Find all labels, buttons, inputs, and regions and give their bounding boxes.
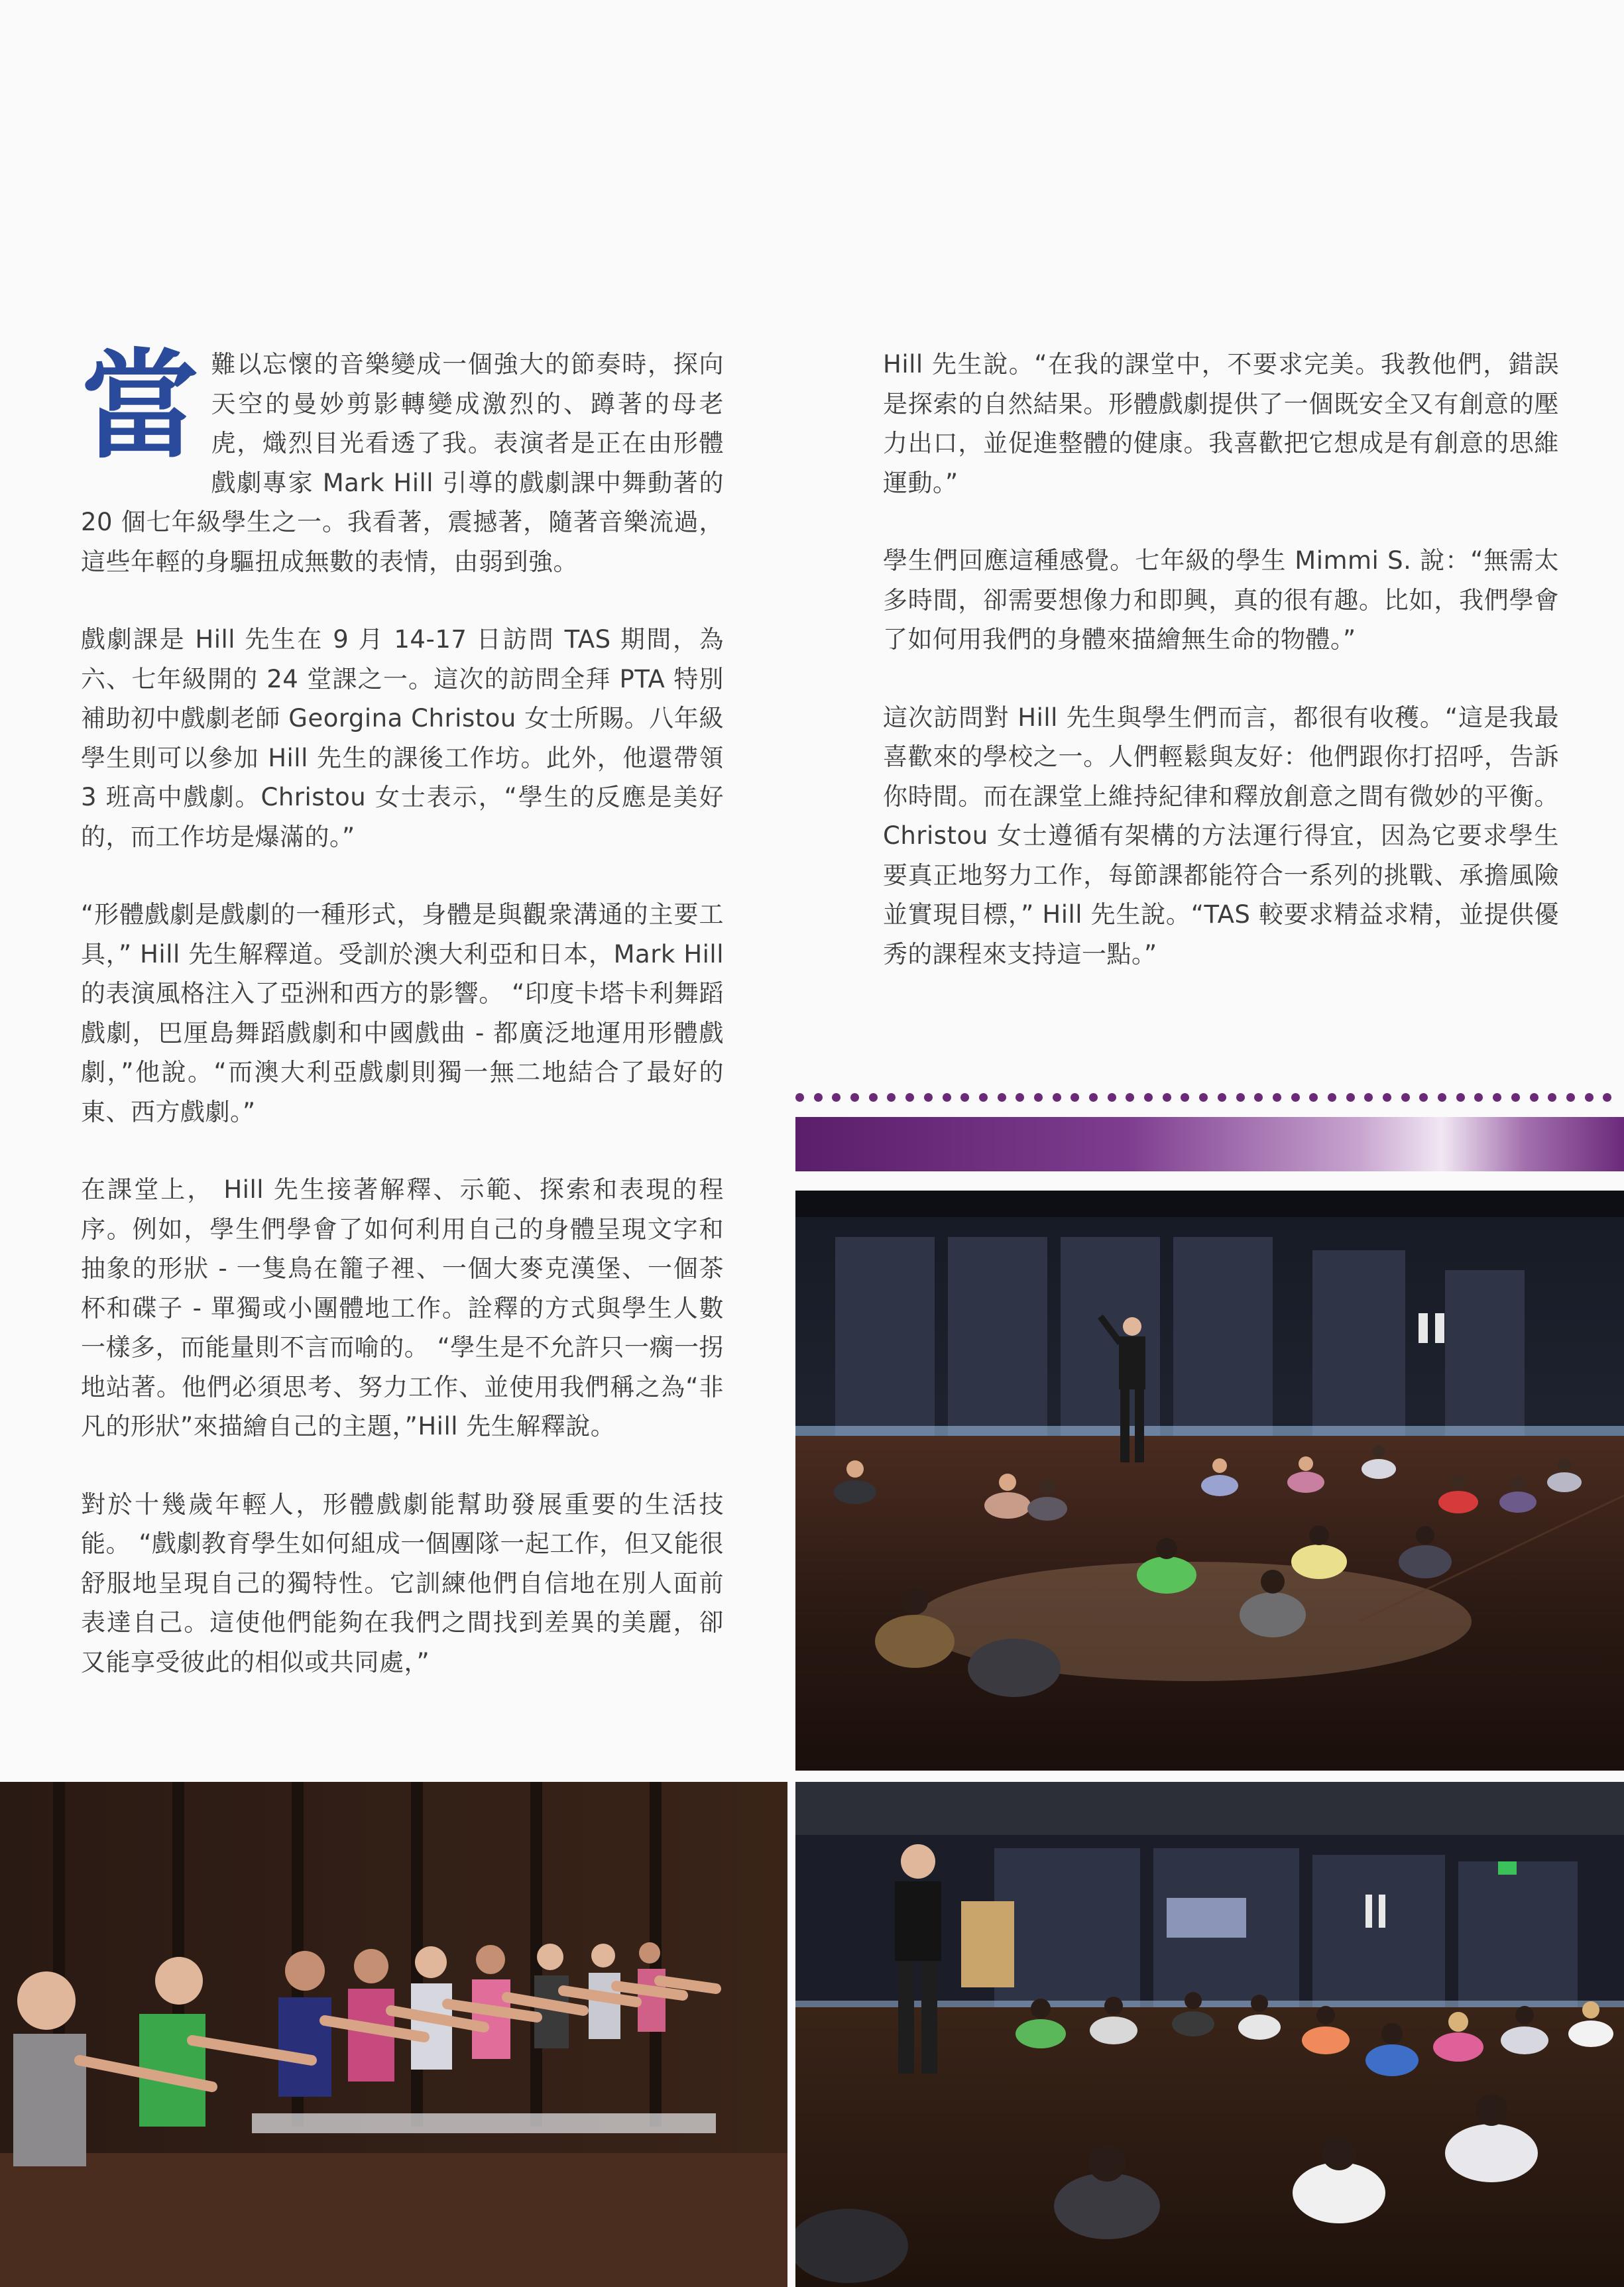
purple-banner — [795, 1117, 1624, 1171]
divider-dot — [1291, 1093, 1300, 1102]
article-paragraph-6: Hill 先生說。“在我的課堂中，不要求完美。我教他們，錯誤是探索的自然結果。形體戲劇提供了一個既安全又有創意的壓力出口，並促進整體的健康。我喜歡把它想成是有創意的思維運動。” — [883, 350, 1559, 497]
divider-dot — [1144, 1093, 1153, 1102]
article-paragraph-5: 對於十幾歲年輕人，形體戲劇能幫助發展重要的生活技能。 “戲劇教育學生如何組成一個團隊一起工作，但又能很舒服地呈現自己的獨特性。它訓練他們自信地在別人面前表達自己。這使他們能夠在我們之間找到差異的美麗，卻又能享受彼此的相似或共同處，” — [81, 1490, 724, 1676]
divider-dot — [1273, 1093, 1281, 1102]
photo-drama-class-studio-illustration — [795, 1191, 1624, 1771]
divider-dot — [1089, 1093, 1098, 1102]
article-paragraph-7: 學生們回應這種感覺。七年級的學生 Mimmi S. 說：“無需太多時間，卻需要想像力和即興，真的很有趣。比如，我們學會了如何用我們的身體來描繪無生命的物體。” — [883, 546, 1559, 654]
divider-dot — [1053, 1093, 1061, 1102]
photo-teacher-addressing-circle-illustration — [795, 1782, 1624, 2287]
divider-dot — [1585, 1093, 1594, 1102]
article-paragraph-4: 在課堂上， Hill 先生接著解釋、示範、探索和表現的程序。例如，學生們學會了如何利用自己的身體呈現文字和抽象的形狀 - 一隻鳥在籠子裡、一個大麥克漢堡、一個茶杯和碟子 - 單獨或小團體地工作。詮釋的方式與學生人數一樣多，而能量則不言而喻的。 “學生是不允許只一瘸一拐地站著。他們必須思考、努力工作、並使用我們稱之為“非凡的形狀”來描繪自己的主題，”Hill 先生解釋說。 — [81, 1175, 724, 1440]
divider-dot — [1071, 1093, 1079, 1102]
divider-dot — [1419, 1093, 1428, 1102]
divider-dot — [1401, 1093, 1410, 1102]
divider-dot — [1438, 1093, 1446, 1102]
divider-dot — [1309, 1093, 1318, 1102]
right-text-column — [883, 345, 1559, 1012]
divider-dot — [1456, 1093, 1465, 1102]
divider-dot — [1328, 1093, 1336, 1102]
article-paragraph-8: 這次訪問對 Hill 先生與學生們而言，都很有收穫。“這是我最喜歡來的學校之一。人們輕鬆與友好：他們跟你打招呼，告訴你時間。而在課堂上維持紀律和釋放創意之間有微妙的平衡。Christou 女士遵循有架構的方法運行得宜，因為它要求學生要真正地努力工作，每節課都能符合一系列的挑戰、承擔風險並實現目標，” Hill 先生說。“TAS 較要求精益求精，並提供優秀的課程來支持這一點。” — [883, 703, 1559, 968]
divider-dot — [943, 1093, 951, 1102]
divider-dot — [1603, 1093, 1611, 1102]
photo-students-arms-extended-illustration — [0, 1782, 787, 2287]
photo-students-arms-extended — [0, 1782, 787, 2287]
divider-dot — [1034, 1093, 1043, 1102]
divider-dot — [960, 1093, 969, 1102]
article-paragraph-1 — [81, 336, 724, 581]
divider-dot — [1181, 1093, 1189, 1102]
divider-dot — [1383, 1093, 1391, 1102]
divider-dot — [1530, 1093, 1538, 1102]
divider-dot — [924, 1093, 933, 1102]
divider-dot — [1199, 1093, 1208, 1102]
article-paragraph-2: 戲劇課是 Hill 先生在 9 月 14-17 日訪問 TAS 期間，為六、七年級開的 24 堂課之一。這次的訪問全拜 PTA 特別補助初中戲劇老師 Georgina Christou 女士所賜。八年級學生則可以參加 Hill 先生的課後工作坊。此外，他還帶領 3 班高中戲劇。Christou 女士表示，“學生的反應是美好的，而工作坊是爆滿的。” — [81, 625, 724, 851]
divider-dot — [832, 1093, 841, 1102]
divider-dot — [1364, 1093, 1373, 1102]
paragraph-text: 難以忘懷的音樂變成一個強大的節奏時，探向天空的曼妙剪影轉變成激烈的、蹲著的母老虎，熾烈目光看透了我。表演者是正在由形體戲劇專家 Mark Hill 引導的戲劇課中舞動著的 20 個七年級學生之一。我看著，震撼著，隨著音樂流過，這些年輕的身驅扭成無數的表情，由弱到強。 — [81, 350, 724, 576]
divider-dot — [887, 1093, 896, 1102]
article-paragraph-3: “形體戲劇是戲劇的一種形式，身體是與觀衆溝通的主要工具，” Hill 先生解釋道。受訓於澳大利亞和日本，Mark Hill 的表演風格注入了亞洲和西方的影響。 “印度卡塔卡利舞蹈戲劇，巴厘島舞蹈戲劇和中國戲曲 - 都廣泛地運用形體戲劇，”他說。“而澳大利亞戲劇則獨一無二地結合了最好的東、西方戲劇。” — [81, 900, 724, 1126]
divider-dot — [850, 1093, 859, 1102]
left-text-column — [81, 336, 724, 1720]
divider-dot — [1511, 1093, 1520, 1102]
divider-dot — [1346, 1093, 1355, 1102]
divider-dot — [1126, 1093, 1134, 1102]
divider-dot — [1015, 1093, 1024, 1102]
divider-dot — [1566, 1093, 1575, 1102]
divider-dot — [998, 1093, 1006, 1102]
divider-dot — [979, 1093, 988, 1102]
divider-dot — [905, 1093, 914, 1102]
divider-dot — [814, 1093, 823, 1102]
dotted-divider — [795, 1090, 1624, 1104]
divider-dot — [1163, 1093, 1171, 1102]
divider-dot — [1474, 1093, 1483, 1102]
divider-dot — [1254, 1093, 1263, 1102]
divider-dot — [1218, 1093, 1226, 1102]
divider-dot — [1493, 1093, 1501, 1102]
divider-dot — [1548, 1093, 1556, 1102]
photo-teacher-addressing-circle — [795, 1782, 1624, 2287]
photo-drama-class-studio — [795, 1191, 1624, 1771]
dropcap: 當 — [81, 336, 200, 475]
divider-dot — [869, 1093, 878, 1102]
divider-dot — [1236, 1093, 1245, 1102]
divider-dot — [1108, 1093, 1116, 1102]
divider-dot — [795, 1093, 804, 1102]
